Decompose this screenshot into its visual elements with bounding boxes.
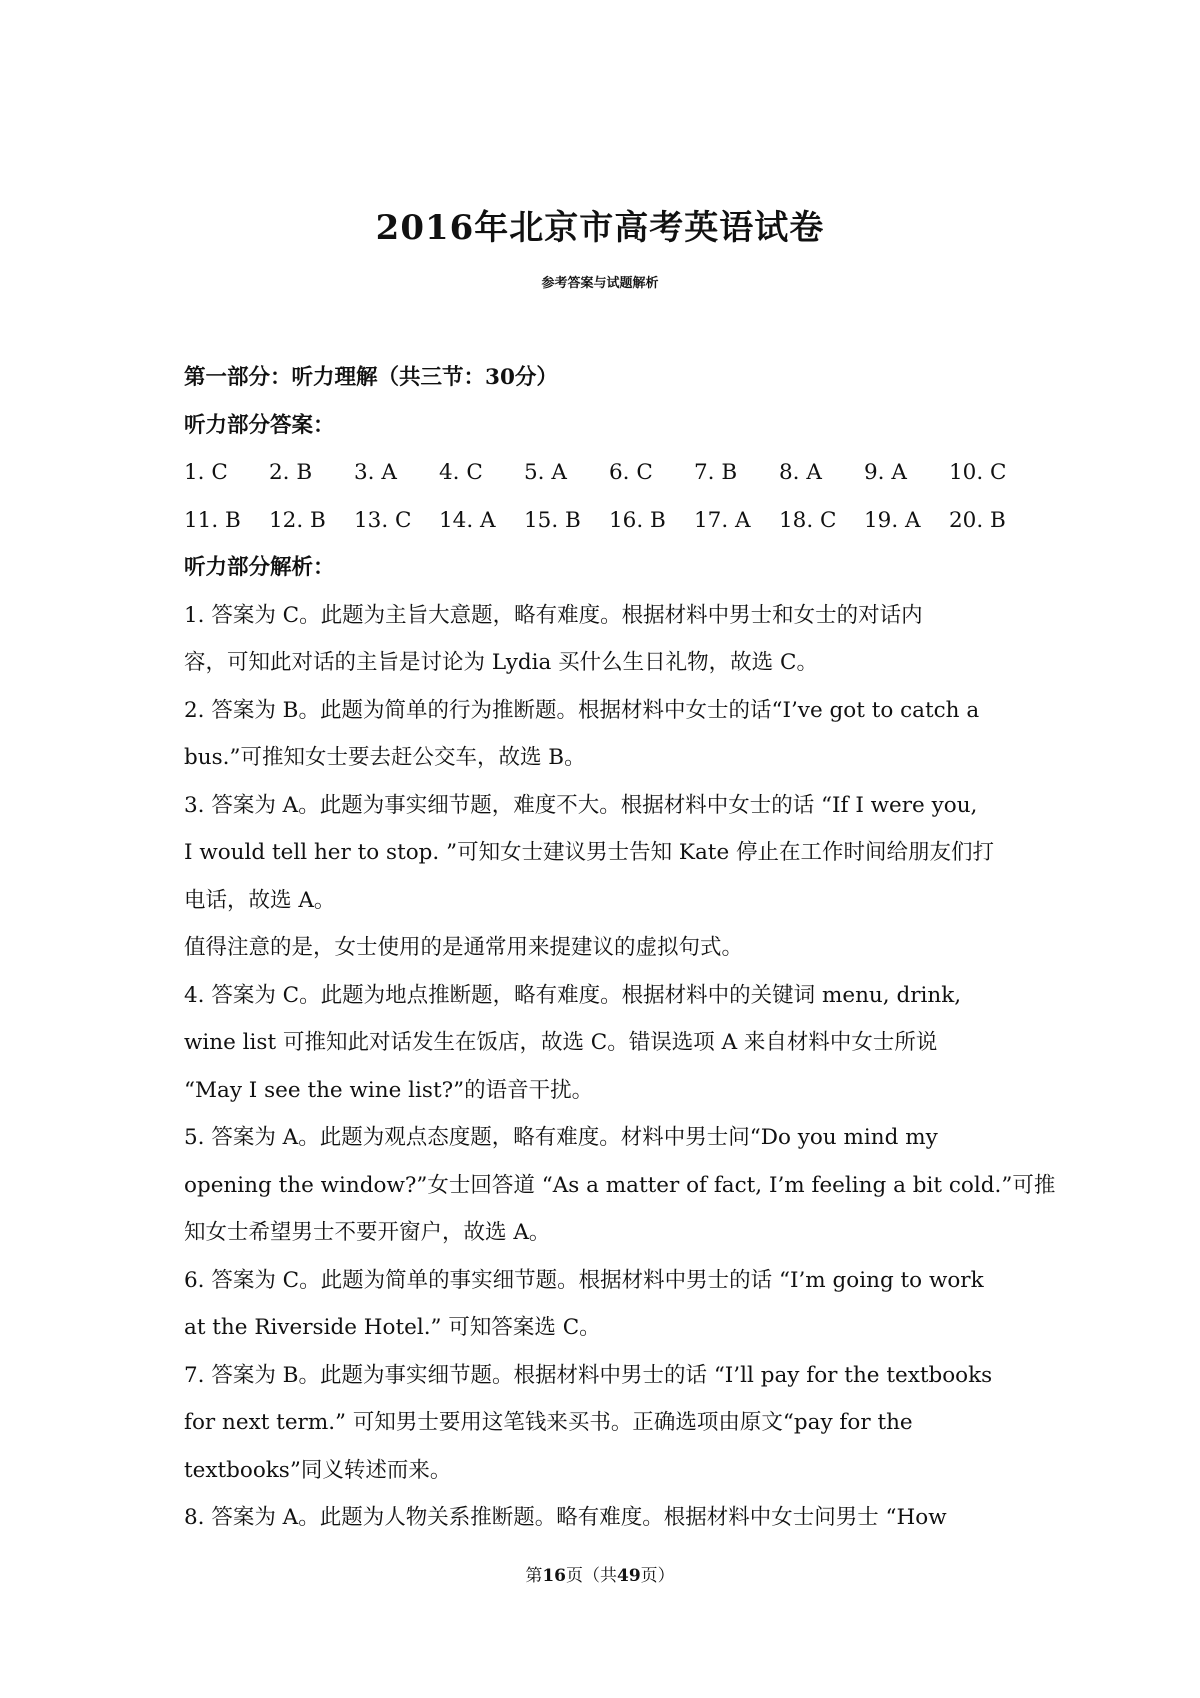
footer-prefix: 第 [525, 1566, 543, 1586]
answer-item: 18. C [779, 507, 837, 533]
answers-heading: 听力部分答案： [184, 412, 335, 438]
answers-row-1 [184, 449, 1034, 497]
body-line: 8. 答案为 A。此题为人物关系推断题。略有难度。根据材料中女士问男士 “How [184, 1505, 947, 1530]
body-line: 4. 答案为 C。此题为地点推断题，略有难度。根据材料中的关键词 menu, drink, [184, 982, 962, 1008]
page-footer [0, 1561, 1200, 1586]
footer-suffix: 页） [640, 1566, 675, 1586]
footer-middle: 页（共 [566, 1566, 617, 1586]
body-line: I would tell her to stop. ”可知女士建议男士告知 Kate 停止在工作时间给朋友们打 [184, 840, 995, 865]
body-line: 知女士希望男士不要开窗户，故选 A。 [184, 1220, 551, 1245]
body-line: at the Riverside Hotel.” 可知答案选 C。 [184, 1315, 601, 1340]
answer-item: 6. C [609, 460, 653, 485]
answer-item: 13. C [354, 507, 412, 533]
answer-item: 14. A [439, 507, 496, 533]
answer-item: 20. B [949, 507, 1006, 533]
body-line: textbooks”同义转述而来。 [184, 1457, 452, 1483]
body-line: 5. 答案为 A。此题为观点态度题，略有难度。材料中男士问“Do you mind my [184, 1125, 938, 1150]
answer-item: 17. A [694, 507, 751, 533]
answer-item: 12. B [269, 507, 326, 533]
analysis-heading: 听力部分解析： [184, 555, 335, 580]
answer-item: 7. B [694, 460, 738, 485]
answer-item: 1. C [184, 460, 228, 485]
document-title: 2016年北京市高考英语试卷 [375, 208, 825, 248]
document-subtitle: 参考答案与试题解析 [541, 276, 659, 291]
answer-item: 3. A [354, 460, 397, 485]
body-line: 7. 答案为 B。此题为事实细节题。根据材料中男士的话 “I’ll pay for the textbooks [184, 1362, 993, 1388]
answer-item: 9. A [864, 460, 907, 485]
answer-item: 15. B [524, 507, 581, 533]
body-line: for next term.” 可知男士要用这笔钱来买书。正确选项由原文“pay for the [184, 1410, 913, 1435]
footer-page-number: 16 [542, 1566, 566, 1586]
answer-item: 19. A [864, 507, 921, 533]
body-line: bus.”可推知女士要去赶公交车，故选 B。 [184, 745, 586, 770]
body-line: 3. 答案为 A。此题为事实细节题，难度不大。根据材料中女士的话 “If I were you, [184, 792, 978, 818]
body-line: 值得注意的是，女士使用的是通常用来提建议的虚拟句式。 [184, 935, 744, 960]
answer-item: 5. A [524, 460, 567, 485]
section-heading: 第一部分：听力理解（共三节：30分） [184, 365, 558, 390]
answer-item: 2. B [269, 460, 313, 485]
body-line: “May I see the wine list?”的语音干扰。 [184, 1077, 594, 1103]
footer-total-pages: 49 [617, 1566, 641, 1586]
answer-item: 4. C [439, 460, 483, 485]
answer-item: 10. C [949, 460, 1007, 485]
answer-item: 16. B [609, 507, 666, 533]
body-line: 6. 答案为 C。此题为简单的事实细节题。根据材料中男士的话 “I’m going to work [184, 1267, 984, 1293]
body-line: 容，可知此对话的主旨是讨论为 Lydia 买什么生日礼物，故选 C。 [184, 650, 818, 675]
body-line: 1. 答案为 C。此题为主旨大意题，略有难度。根据材料中男士和女士的对话内 [184, 602, 923, 628]
body-line: 电话，故选 A。 [184, 887, 336, 913]
document-body [184, 354, 1056, 1542]
answer-item: 11. B [184, 507, 241, 533]
body-line: 2. 答案为 B。此题为简单的行为推断题。根据材料中女士的话“I’ve got to catch a [184, 697, 980, 723]
body-line: wine list 可推知此对话发生在饭店，故选 C。错误选项 A 来自材料中女士所说 [184, 1030, 938, 1055]
answers-row-2 [184, 497, 1034, 545]
answer-item: 8. A [779, 460, 822, 485]
body-line: opening the window?”女士回答道 “As a matter of fact, I’m feeling a bit cold.”可推 [184, 1172, 1056, 1198]
